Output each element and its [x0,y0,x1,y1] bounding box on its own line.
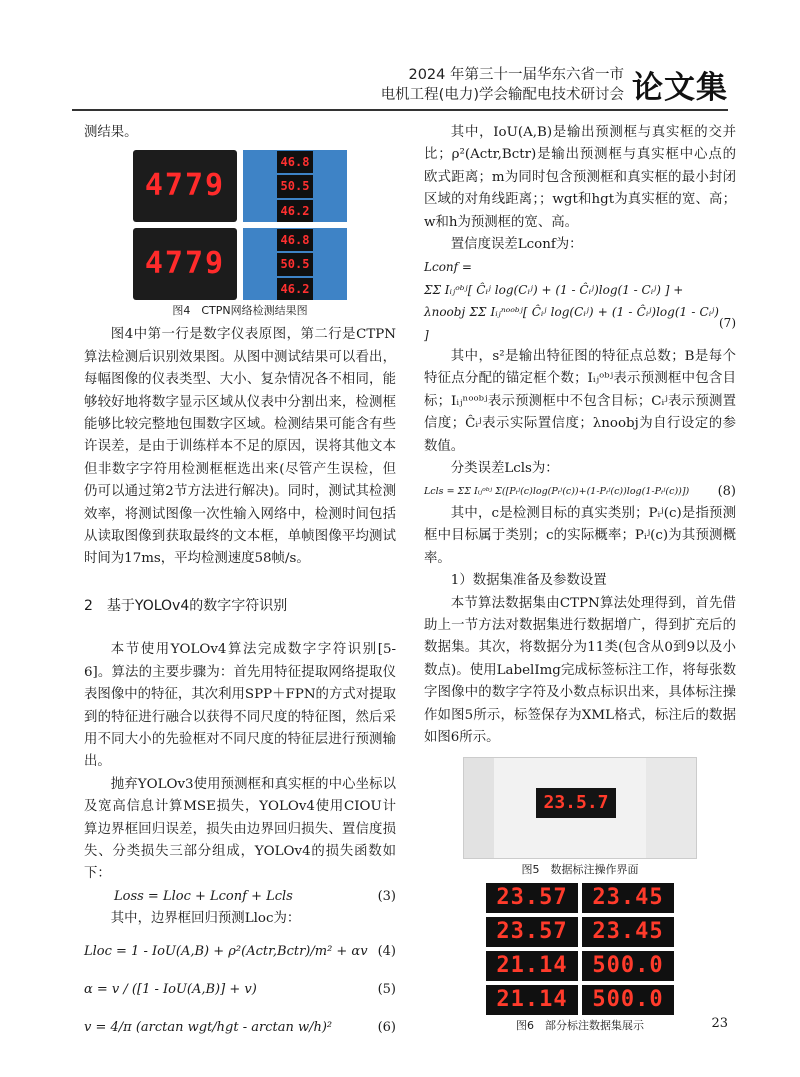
tile-reading: 500.0 [592,953,664,979]
panel-reading: 46.8 [277,229,314,251]
equation-6 [84,1017,396,1039]
paragraph: 图4中第一行是数字仪表原图，第二行是CTPN算法检测后识别效果图。从图中测试结果可以看出，每幅图像的仪表类型、大小、复杂情况各不相同，能够较好地将数字显示区域从仪表中分割出来，检测框能够比较完整地包围数字区域。检测结果可能含有些许误差，是由于训练样本不足的原因，误将其他文本但非数字字符用检测框框选出来(尽管产生误检，但仍可以通过第2节方法进行解决)。同时，测试其检测效率，将测试图像一次性输入网络中，检测时间包括从读取图像到获取最终的文本框，单帧图像平均测试时间为17ms，平均检测速度58帧/s。 [84,327,396,567]
meter-image [133,150,237,222]
display-reading: 23.5.7 [543,792,609,814]
page-header [381,62,728,107]
subsection-heading: 1）数据集准备及参数设置 [450,573,607,589]
panel-reading: 46.8 [277,151,314,173]
figure-caption: 图4 CTPN网络检测结果图 [172,304,308,318]
figure-caption: 图6 部分标注数据集展示 [516,1019,644,1033]
paragraph: 抛弃YOLOv3使用预测框和真实框的中心坐标以及宽高信息计算MSE损失，YOLOv4使用CIOU计算边界框回归误差，损失由边界回归损失、置信度损失、分类损失三部分组成，YOLOv4的损失函数如下： [84,776,396,882]
section-heading: 2 基于YOLOv4的数字字符识别 [84,597,288,614]
panel-image-detected [243,228,347,300]
sample-tile [486,985,578,1015]
tool-sidebar [464,758,494,858]
tile-reading: 23.45 [592,919,664,945]
tile-reading: 21.14 [496,953,568,979]
labelimg-screenshot [463,757,697,859]
left-column [84,122,396,1040]
equation-3 [84,886,396,908]
paragraph: 分类误差Lcls为： [450,461,559,477]
tile-reading: 23.45 [592,885,664,911]
header-line-2: 电机工程(电力)学会输配电技术研讨会 [380,86,624,103]
equation-number: (5) [377,981,396,997]
equation-text: Loss = Lloc + Lconf + Lcls [114,888,293,904]
meter-reading: 4779 [144,246,226,282]
tile-reading: 21.14 [496,987,568,1013]
sample-tile [486,951,578,981]
equation-7 [424,256,736,278]
sample-tile [486,917,578,947]
equation-number: (8) [717,483,736,499]
figure-6 [424,883,736,1035]
sample-tile [582,883,674,913]
sample-tile [582,917,674,947]
panel-image [243,150,347,222]
sample-tile [582,951,674,981]
paragraph: 本节使用YOLOv4算法完成数字字符识别[5-6]。算法的主要步骤为：首先用特征提取网络提取仪表图像中的特征，其次利用SPP＋FPN的方式对提取到的特征进行融合以获得不同尺度的特征图，然后采用不同大小的先验框对不同尺度的特征层进行预测输出。 [84,642,396,770]
display-image [536,788,616,818]
equation-text: λnoobj ΣΣ Iᵢⱼⁿᵒᵒᵇʲ[ Ĉᵢʲ log(Cᵢʲ) + (1 - Ĉᵢʲ)log(1 - Cᵢʲ) ] [424,305,719,342]
equation-5 [84,979,396,1001]
equation-8 [424,481,736,503]
equation-number: (4) [377,943,396,959]
figure-5 [424,757,736,879]
equation-text: v = 4/π (arctan wgt/hgt - arctan w/h)² [84,1020,333,1036]
sample-tile [582,985,674,1015]
panel-reading: 50.5 [277,175,314,197]
right-column [424,122,736,1039]
tile-reading: 500.0 [592,987,664,1013]
equation-7-line [424,279,736,301]
equation-4 [84,941,396,963]
equation-number: (3) [377,888,396,904]
equation-text: ΣΣ Iᵢⱼᵒᵇʲ[ Ĉᵢʲ log(Cᵢʲ) + (1 - Ĉᵢʲ)log(1 - Cᵢʲ) ] + [424,282,684,297]
equation-text: Lcls = ΣΣ Iᵢⱼᵒᵇʲ Σ([Pᵢʲ(c)log(Pᵢʲ(c))+(1-Pᵢʲ(c))log(1-Pᵢʲ(c))]) [424,485,690,497]
tile-reading: 23.57 [496,885,568,911]
figure-4 [84,150,396,320]
panel-reading: 46.2 [277,278,314,300]
side-panel [646,758,696,858]
equation-number: (6) [377,1020,396,1036]
meter-image-detected [133,228,237,300]
equation-7-line [424,301,736,346]
figure-caption: 图5 数据标注操作界面 [521,863,639,877]
header-rule [72,109,728,111]
equation-number: (7) [719,316,736,331]
header-line-1: 2024 年第三十一届华东六省一市 [408,66,624,83]
paragraph: 其中，c是检测目标的真实类别；Pᵢʲ(c)是指预测框中目标属于类别；c的实际概率；Pᵢʲ(c)为其预测概率。 [424,505,736,566]
equation-text: α = v / ([1 - IoU(A,B)] + v) [84,981,257,997]
panel-reading: 50.5 [277,253,314,275]
tile-reading: 23.57 [496,919,568,945]
paragraph: 测结果。 [84,125,138,140]
paragraph: 其中，IoU(A,B)是输出预测框与真实框的交并比；ρ²(Actr,Bctr)是输出预测框与真实框中心点的欧式距离；m为同时包含预测框和真实框的最小封闭区域的对角线距离；；wgt和hgt为真实框的宽、高；w和h为预测框的宽、高。 [424,125,736,230]
sample-tile [486,883,578,913]
page-number: 23 [711,1016,728,1031]
panel-reading: 46.2 [277,200,314,222]
paragraph: 其中，边界框回归预测Lloc为： [110,911,301,927]
paragraph: 其中，s²是输出特征图的特征点总数；B是每个特征点分配的锚定框个数；Iᵢⱼᵒᵇʲ表示预测框中包含目标；Iᵢⱼⁿᵒᵒᵇʲ表示预测框中不包含目标；Cᵢʲ表示预测置信度；Ĉᵢʲ表示实际置信度；λnoobj为自行设定的参数值。 [424,349,736,454]
equation-text: Lconf = [424,260,472,275]
equation-text: Lloc = 1 - IoU(A,B) + ρ²(Actr,Bctr)/m² + αv [84,943,368,959]
header-title: 论文集 [632,70,728,106]
paragraph: 置信度误差Lconf为： [450,237,583,253]
meter-reading: 4779 [144,168,226,204]
paragraph: 本节算法数据集由CTPN算法处理得到，首先借助上一节方法对数据集进行数据增广，得到扩充后的数据集。其次，将数据分为11类(包含从0到9以及小数点)。使用LabelImg完成标签标注工作，将每张数字图像中的数字字符及小数点标识出来，具体标注操作如图5所示，标签保存为XML格式，标注后的数据如图6所示。 [424,595,736,745]
